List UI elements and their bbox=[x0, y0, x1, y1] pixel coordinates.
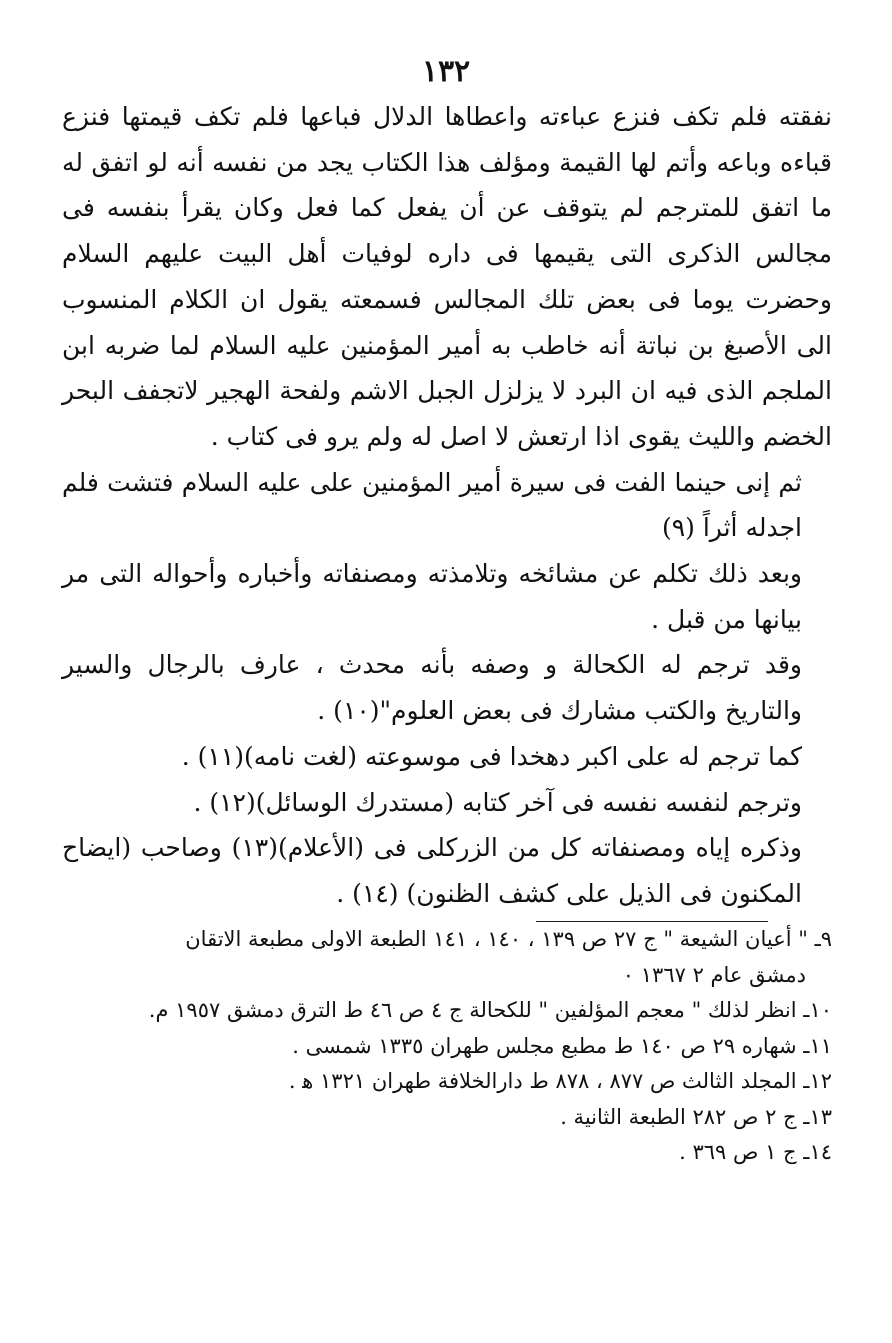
paragraph-2: ثم إنى حينما الفت فى سيرة أمير المؤمنين على عليه السلام فتشت فلم اجدله أثراً (٩) bbox=[62, 467, 802, 543]
paragraph-3: وبعد ذلك تكلم عن مشائخه وتلامذته ومصنفاته وأخباره وأحواله التى مر بيانها من قبل . bbox=[62, 559, 802, 634]
footnote-12: ١٢ـ المجلد الثالث ص ٨٧٧ ، ٨٧٨ ط دارالخلافة طهران ١٣٢١ ﻫ . bbox=[288, 1069, 832, 1093]
body-text bbox=[62, 94, 832, 917]
paragraph-6: وترجم لنفسه نفسه فى آخر كتابه (مستدرك الوسائل)(١٢) . bbox=[193, 787, 802, 817]
paragraph-7: وذكره إياه ومصنفاته كل من الزركلى فى (الأعلام)(١٣) وصاحب (ايضاح المكنون فى الذيل على كشف الظنون) (١٤) . bbox=[62, 833, 802, 908]
paragraph-5: كما ترجم له على اكبر دهخدا فى موسوعته (لغت نامه)(١١) . bbox=[181, 741, 802, 771]
footnote-11: ١١ـ شهاره ٢٩ ص ١٤٠ ط مطبع مجلس طهران ١٣٣٥ شمسى . bbox=[292, 1033, 832, 1058]
footnote-10: ١٠ـ انظر لذلك " معجم المؤلفين " للكحالة ج ٤ ص ٤٦ ط الترق دمشق ١٩٥٧ م. bbox=[148, 998, 832, 1022]
footnote-9: ٩ـ " أعيان الشيعة " ج ٢٧ ص ١٣٩ ، ١٤٠ ، ١٤١ الطبعة الاولى مطبعة الاتقان bbox=[185, 927, 832, 951]
footnote-13: ١٣ـ ج ٢ ص ٢٨٢ الطبعة الثانية . bbox=[560, 1104, 832, 1129]
paragraph-1: نفقته فلم تكف فنزع عباءته واعطاها الدلال فباعها فلم تكف قيمتها فنزع قباءه وباعه وأتم لها القيمة ومؤلف هذا الكتاب يجد من نفسه أنه لو اتفق له ما اتفق للمترجم لم يتوقف عن أن يفعل كما فعل وكان يقرأ بنفسه فى مجالس الذكرى التى يقيمها فى داره لوفيات أهل البيت عليهم السلام وحضرت يوما فى بعض تلك المجالس فسمعته يقول ان الكلام المنسوب الى الأصبغ بن نباتة أنه خاطب به أمير المؤمنين عليه السلام لما ضربه ابن الملجم الذى فيه ان البرد لا يزلزل الجبل الاشم ولفحة الهجير لاتجفف البحر الخضم والليث يقوى اذا ارتعش لا اصل له ولم يرو فى كتاب . bbox=[62, 102, 832, 451]
footnote-14: ١٤ـ ج ١ ص ٣٦٩ . bbox=[679, 1140, 832, 1164]
paragraph-4: وقد ترجم له الكحالة و وصفه بأنه محدث ، عارف بالرجال والسير والتاريخ والكتب مشارك فى بعض العلوم"(١٠) . bbox=[62, 650, 802, 726]
footnotes bbox=[52, 922, 832, 1171]
page-number: ١٣٢ bbox=[421, 54, 471, 89]
footnote-9-continuation: دمشق عام ٢ ١٣٦٧ ٠ bbox=[622, 962, 806, 987]
